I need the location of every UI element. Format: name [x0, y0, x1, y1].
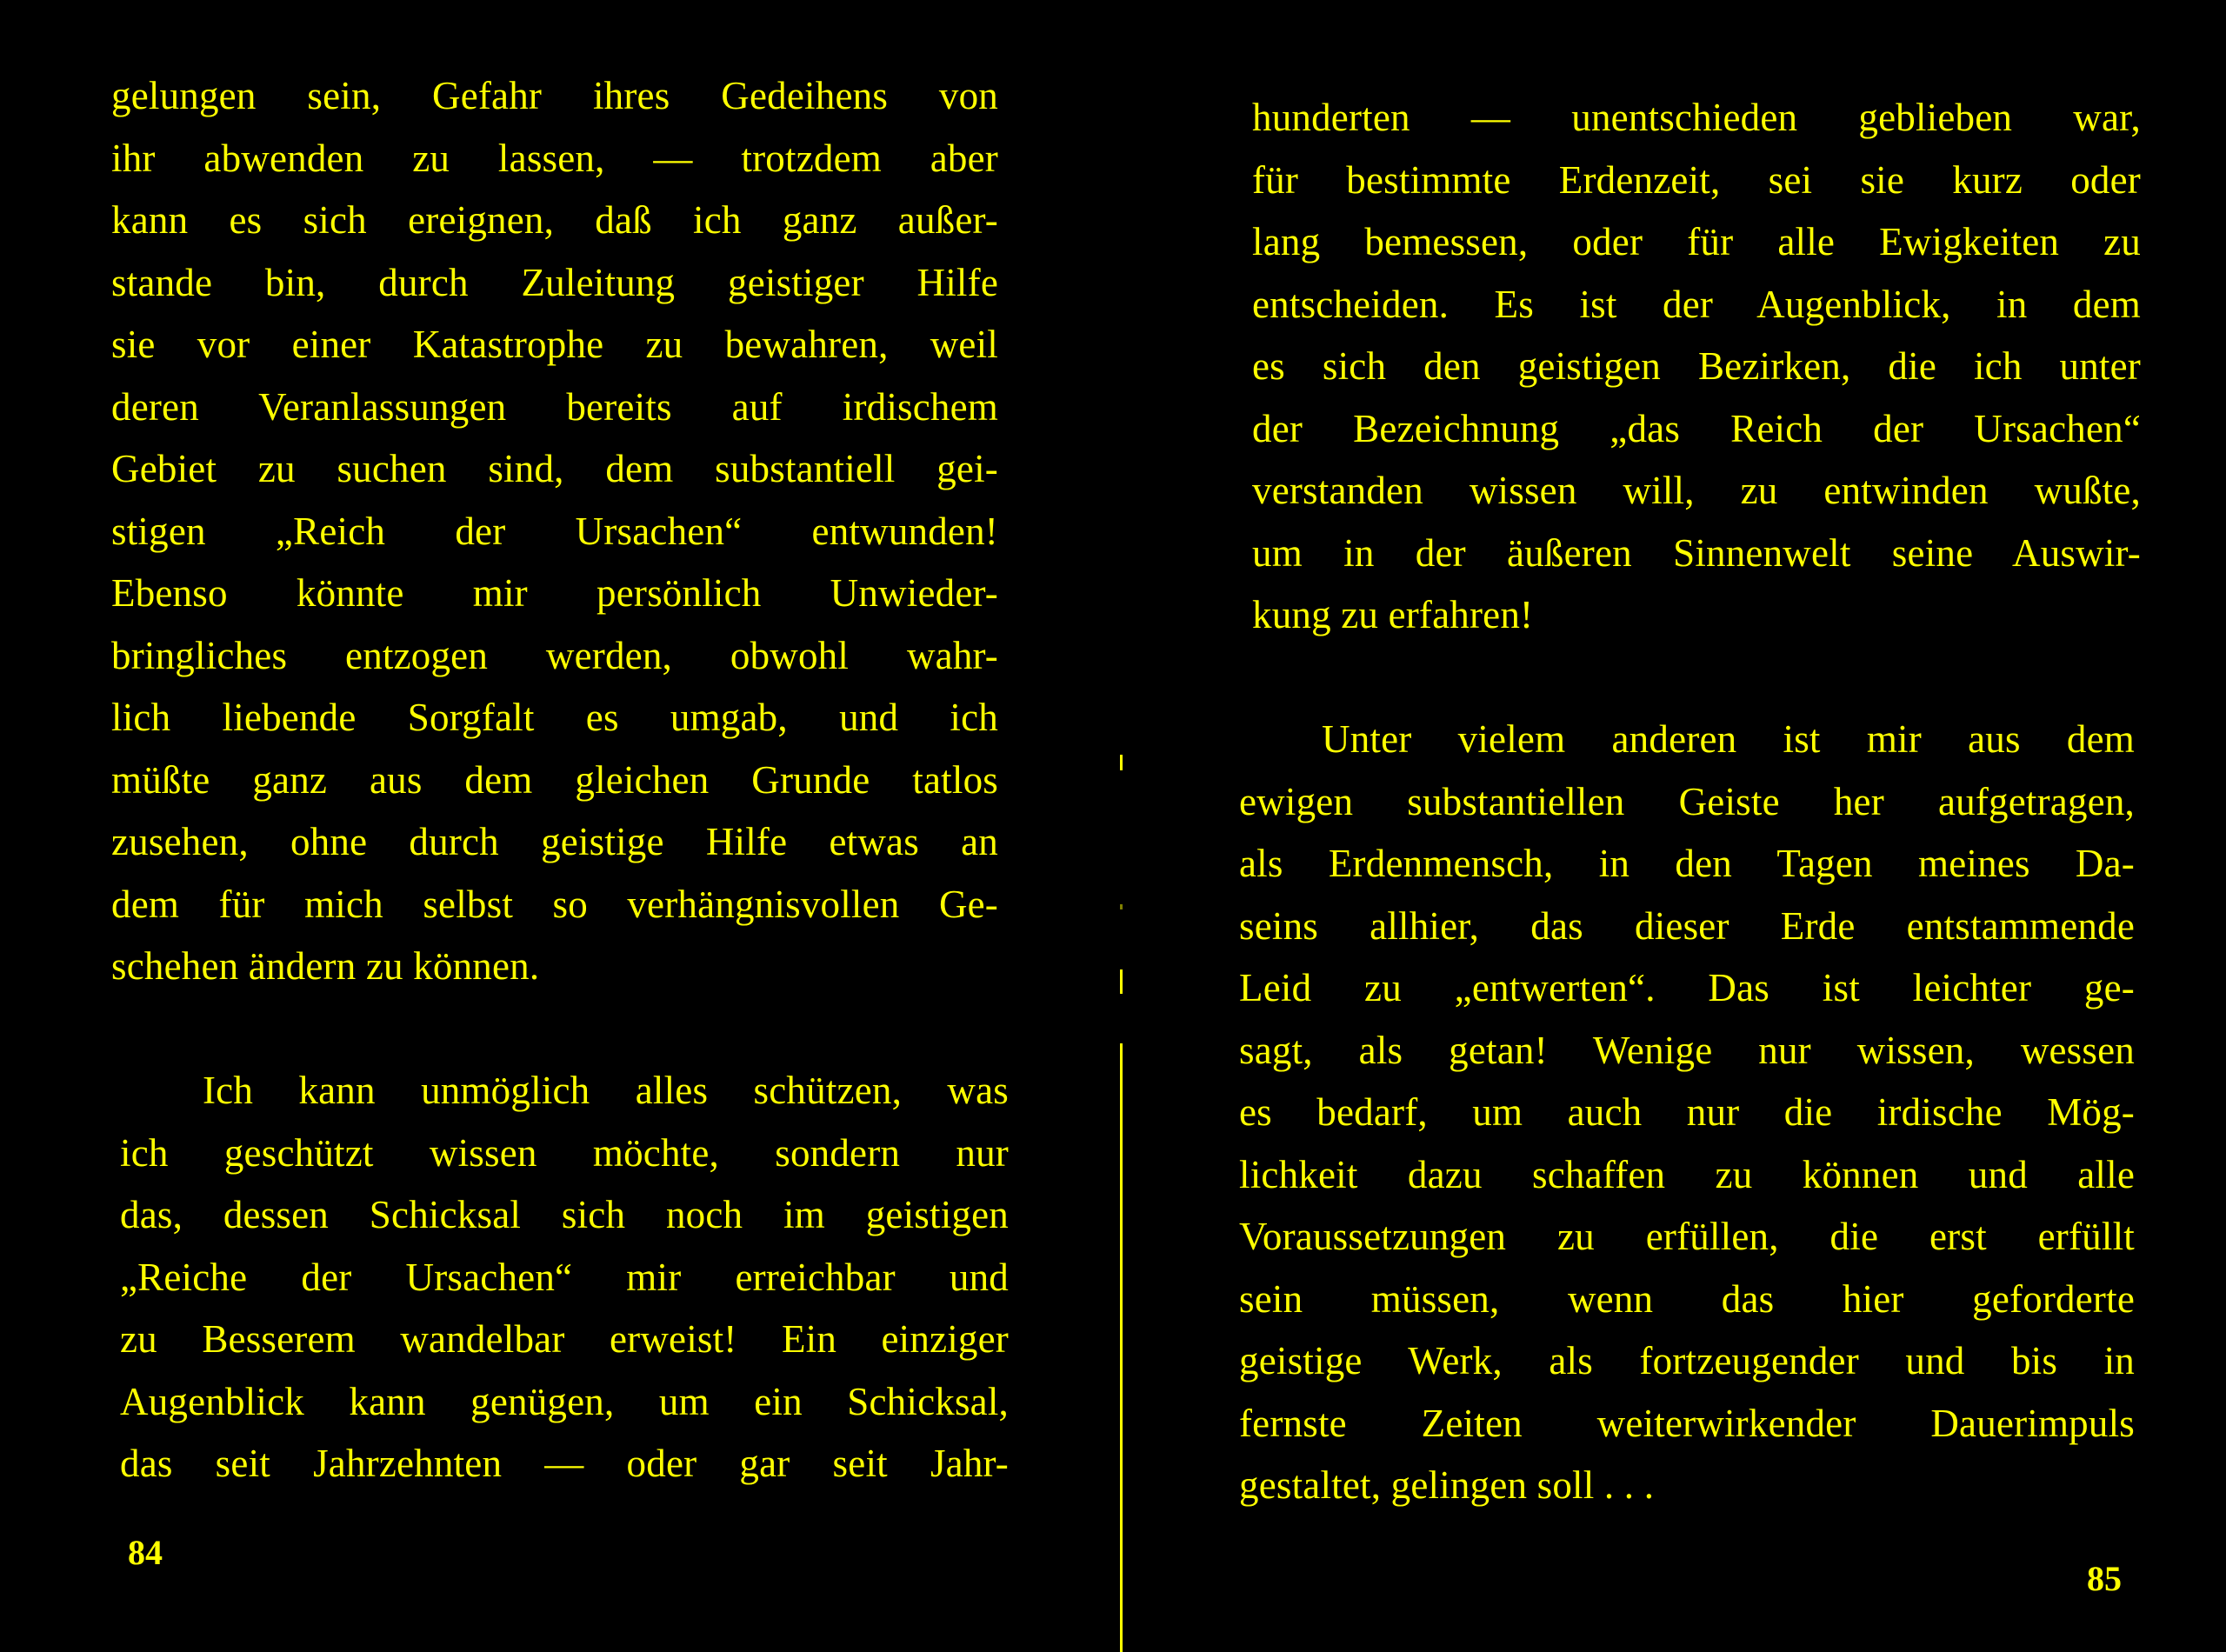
text-line: zusehen, ohne durch geistige Hilfe etwas an: [111, 820, 998, 863]
text-line: ich geschützt wissen möchte, sondern nur: [120, 1130, 1009, 1175]
text-line: hunderten — unentschieden geblieben war,: [1252, 96, 2141, 139]
text-line: Unter vielem anderen ist mir aus dem: [1322, 717, 2135, 761]
text-line: verstanden wissen will, zu entwinden wußte,: [1252, 469, 2141, 512]
left-paragraph-2: [120, 1060, 1009, 1495]
left-paragraph-1: [111, 65, 998, 998]
text-line: stande bin, durch Zuleitung geistiger Hilfe: [111, 260, 998, 304]
text-line: Gebiet zu suchen sind, dem substantiell gei-: [111, 447, 998, 490]
text-line: ewigen substantiellen Geiste her aufgetragen,: [1239, 779, 2135, 823]
text-line: lang bemessen, oder für alle Ewigkeiten zu: [1252, 220, 2141, 263]
text-line: um in der äußeren Sinnenwelt seine Auswir-: [1252, 530, 2141, 575]
text-line: Augenblick kann genügen, um ein Schicksal,: [120, 1379, 1009, 1423]
text-line: zu Besserem wandelbar erweist! Ein einziger: [120, 1317, 1009, 1361]
text-line: gestaltet, gelingen soll . . .: [1239, 1463, 1655, 1507]
text-line: bringliches entzogen werden, obwohl wahr-: [111, 633, 998, 677]
text-line: sein müssen, wenn das hier geforderte: [1239, 1276, 2135, 1321]
text-line: „Reiche der Ursachen“ mir erreichbar und: [120, 1255, 1009, 1299]
text-line: es bedarf, um auch nur die irdische Mög-: [1239, 1090, 2135, 1134]
text-line: geistige Werk, als fortzeugender und bis in: [1239, 1339, 2135, 1382]
text-line: seins allhier, das dieser Erde entstammende: [1239, 903, 2135, 948]
text-line: deren Veranlassungen bereits auf irdischem: [111, 384, 998, 429]
text-line: dem für mich selbst so verhängnisvollen Ge-: [111, 882, 998, 926]
text-line: fernste Zeiten weiterwirkender Dauerimpuls: [1239, 1401, 2135, 1445]
text-line: es sich den geistigen Bezirken, die ich unter: [1252, 344, 2141, 388]
text-line: entscheiden. Es ist der Augenblick, in dem: [1252, 282, 2141, 326]
right-paragraph-1: [1252, 87, 2141, 647]
text-line: müßte ganz aus dem gleichen Grunde tatlos: [111, 757, 998, 802]
text-line: das, dessen Schicksal sich noch im geistigen: [120, 1193, 1009, 1236]
text-line: als Erdenmensch, in den Tagen meines Da-: [1239, 842, 2135, 885]
text-line: ihr abwenden zu lassen, — trotzdem aber: [111, 136, 998, 180]
text-line: das seit Jahrzehnten — oder gar seit Jahr-: [120, 1442, 1009, 1485]
text-line: der Bezeichnung „das Reich der Ursachen“: [1252, 406, 2141, 450]
text-line: sie vor einer Katastrophe zu bewahren, weil: [111, 323, 998, 366]
text-line: sagt, als getan! Wenige nur wissen, wessen: [1239, 1028, 2135, 1072]
text-line: Ebenso könnte mir persönlich Unwieder-: [111, 571, 998, 615]
text-line: Voraussetzungen zu erfüllen, die erst erfüllt: [1239, 1215, 2135, 1258]
text-line: kann es sich ereignen, daß ich ganz außer-: [111, 198, 998, 242]
text-line: gelungen sein, Gefahr ihres Gedeihens von: [111, 74, 998, 117]
text-line: lichkeit dazu schaffen zu können und alle: [1239, 1152, 2135, 1196]
text-line: schehen ändern zu können.: [111, 944, 540, 988]
text-line: lich liebende Sorgfalt es umgab, und ich: [111, 696, 998, 739]
text-line: stigen „Reich der Ursachen“ entwunden!: [111, 509, 998, 553]
page-number: 84: [128, 1533, 163, 1572]
text-line: für bestimmte Erdenzeit, sei sie kurz oder: [1252, 157, 2141, 202]
page-number: 85: [2087, 1559, 2122, 1598]
text-line: kung zu erfahren!: [1252, 593, 1534, 636]
text-line: Ich kann unmöglich alles schützen, was: [203, 1069, 1009, 1112]
text-line: Leid zu „entwerten“. Das ist leichter ge-: [1239, 966, 2135, 1009]
right-paragraph-2: [1239, 709, 2135, 1517]
